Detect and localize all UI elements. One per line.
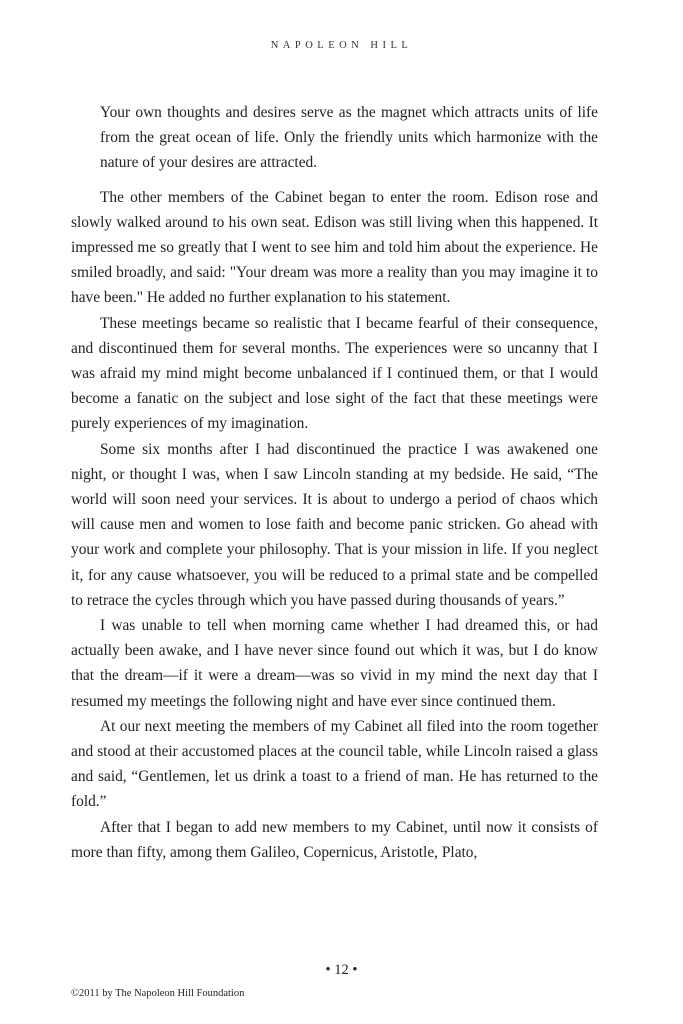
paragraph: Some six months after I had discontinued the practice I was awakened one night, or thought I was, when I saw Lincoln standing at my bedside. He said, “The world will soon need your services. It is about to undergo a period of chaos which will cause men and women to lose faith and become panic stricken. Go ahead with your work and complete your philosophy. That is your mission in life. If you neglect it, for any cause whatsoever, you will be reduced to a primal state and be compelled to retrace the cycles through which you have passed during thousands of years.”	[71, 440, 598, 609]
body-text	[71, 185, 598, 865]
paragraph: I was unable to tell when morning came whether I had dreamed this, or had actually been awake, and I have never since found out which it was, but I do know that the dream—if it were a dream—was so vivid in my mind the next day that I resumed my meetings the following night and have ever since continued them.	[71, 617, 598, 710]
paragraph: After that I began to add new members to my Cabinet, until now it consists of more than fifty, among them Galileo, Copernicus, Aristotle, Plato,	[71, 818, 598, 861]
page-number: • 12 •	[325, 962, 358, 978]
running-head: NAPOLEON HILL	[270, 40, 413, 51]
block-quote	[100, 100, 598, 176]
paragraph: At our next meeting the members of my Cabinet all filed into the room together and stood at their accustomed places at the council table, while Lincoln raised a glass and said, “Gentlemen, let us drink a toast to a friend of man. He has returned to the fold.”	[71, 717, 598, 811]
paragraph: These meetings became so realistic that I became fearful of their consequence, and discontinued them for several months. The experiences were so uncanny that I was afraid my mind might become unbalanced if I continued them, or that I would become a fanatic on the subject and lose sight of the fact that these meetings were purely experiences of my imagination.	[71, 314, 598, 433]
page-body	[71, 100, 598, 865]
copyright-notice: ©2011 by The Napoleon Hill Foundation	[71, 988, 245, 999]
paragraph: The other members of the Cabinet began to enter the room. Edison rose and slowly walked around to his own seat. Edison was still living when this happened. It impressed me so greatly that I went to see him and told him about the experience. He smiled broadly, and said: "Your dream was more a reality than you may imagine it to have been." He added no further explanation to his statement.	[71, 188, 598, 307]
block-quote-text: Your own thoughts and desires serve as the magnet which attracts units of life from the great ocean of life. Only the friendly units which harmonize with the nature of your desires are attracted.	[100, 104, 598, 172]
